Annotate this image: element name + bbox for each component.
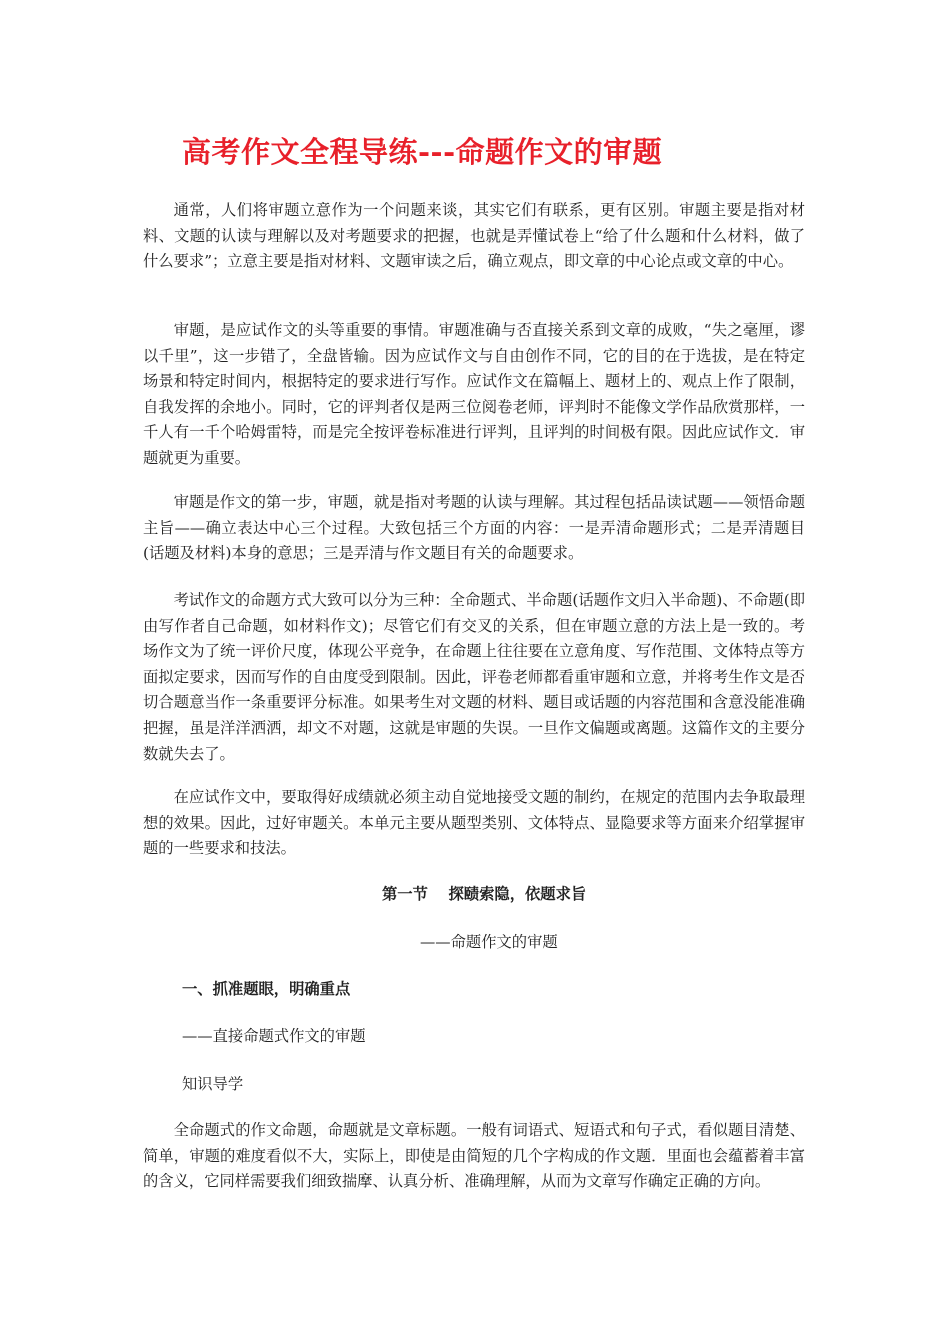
paragraph-intro: 通常，人们将审题立意作为一个问题来谈，其实它们有联系，更有区别。审题主要是指对材料、文题的认读与理解以及对考题要求的把握，也就是弄懂试卷上“给了什么题和什么材料，做了什么要求”；立意主要是指对材料、文题审读之后，确立观点，即文章的中心论点或文章的中心。 [143, 201, 805, 271]
point-heading: 一、抓准题眼，明确重点 [182, 980, 351, 998]
guide-label: 知识导学 [182, 1075, 244, 1093]
paragraph-methods: 考试作文的命题方式大致可以分为三种：全命题式、半命题(话题作文归入半命题)、不命题(即由写作者自己命题，如材料作文)；尽管它们有交叉的关系，但在审题立意的方法上是一致的。考场作文为了统一评价尺度，体现公平竞争，在命题上往往要在立意角度、写作范围、文体特点等方面拟定要求，因而写作的自由度受到限制。因此，评卷老师都看重审题和立意，并将考生作文是否切合题意当作一条重要评分标准。如果考生对文题的材料、题目或话题的内容范围和含意没能准确把握，虽是洋洋洒洒，却文不对题，这就是审题的失误。一旦作文偏题或离题。这篇作文的主要分数就失去了。 [143, 591, 805, 763]
document-title: 高考作文全程导练---命题作文的审题 [182, 135, 663, 169]
paragraph-first-step: 审题是作文的第一步，审题，就是指对考题的认读与理解。其过程包括品读试题——领悟命题主旨——确立表达中心三个过程。大致包括三个方面的内容：一是弄清命题形式；二是弄清题目(话题及材料)本身的意思；三是弄清与作文题目有关的命题要求。 [143, 493, 805, 563]
point-subtitle: ——直接命题式作文的审题 [182, 1027, 366, 1045]
section-subtitle: ——命题作文的审题 [420, 933, 558, 951]
paragraph-importance: 审题，是应试作文的头等重要的事情。审题准确与否直接关系到文章的成败，“失之毫厘，谬以千里”，这一步错了，全盘皆输。因为应试作文与自由创作不同，它的目的在于选拔，是在特定场景和特定时间内，根据特定的要求进行写作。应试作文在篇幅上、题材上的、观点上作了限制，自我发挥的余地小。同时，它的评判者仅是两三位阅卷老师，评判时不能像文学作品欣赏那样，一千人有一千个哈姆雷特，而是完全按评卷标准进行评判，且评判的时间极有限。因此应试作文．审题就更为重要。 [143, 321, 805, 467]
paragraph-full-title: 全命题式的作文命题，命题就是文章标题。一般有词语式、短语式和句子式，看似题目清楚、简单，审题的难度看似不大，实际上，即使是由简短的几个字构成的作文题．里面也会蕴蓄着丰富的含义，它同样需要我们细致揣摩、认真分析、准确理解，从而为文章写作确定正确的方向。 [143, 1121, 805, 1191]
paragraph-conclusion: 在应试作文中，要取得好成绩就必须主动自觉地接受文题的制约，在规定的范围内去争取最理想的效果。因此，过好审题关。本单元主要从题型类别、文体特点、显隐要求等方面来介绍掌握审题的一些要求和技法。 [143, 788, 805, 858]
section-heading: 第一节 探赜索隐，依题求旨 [382, 885, 587, 903]
